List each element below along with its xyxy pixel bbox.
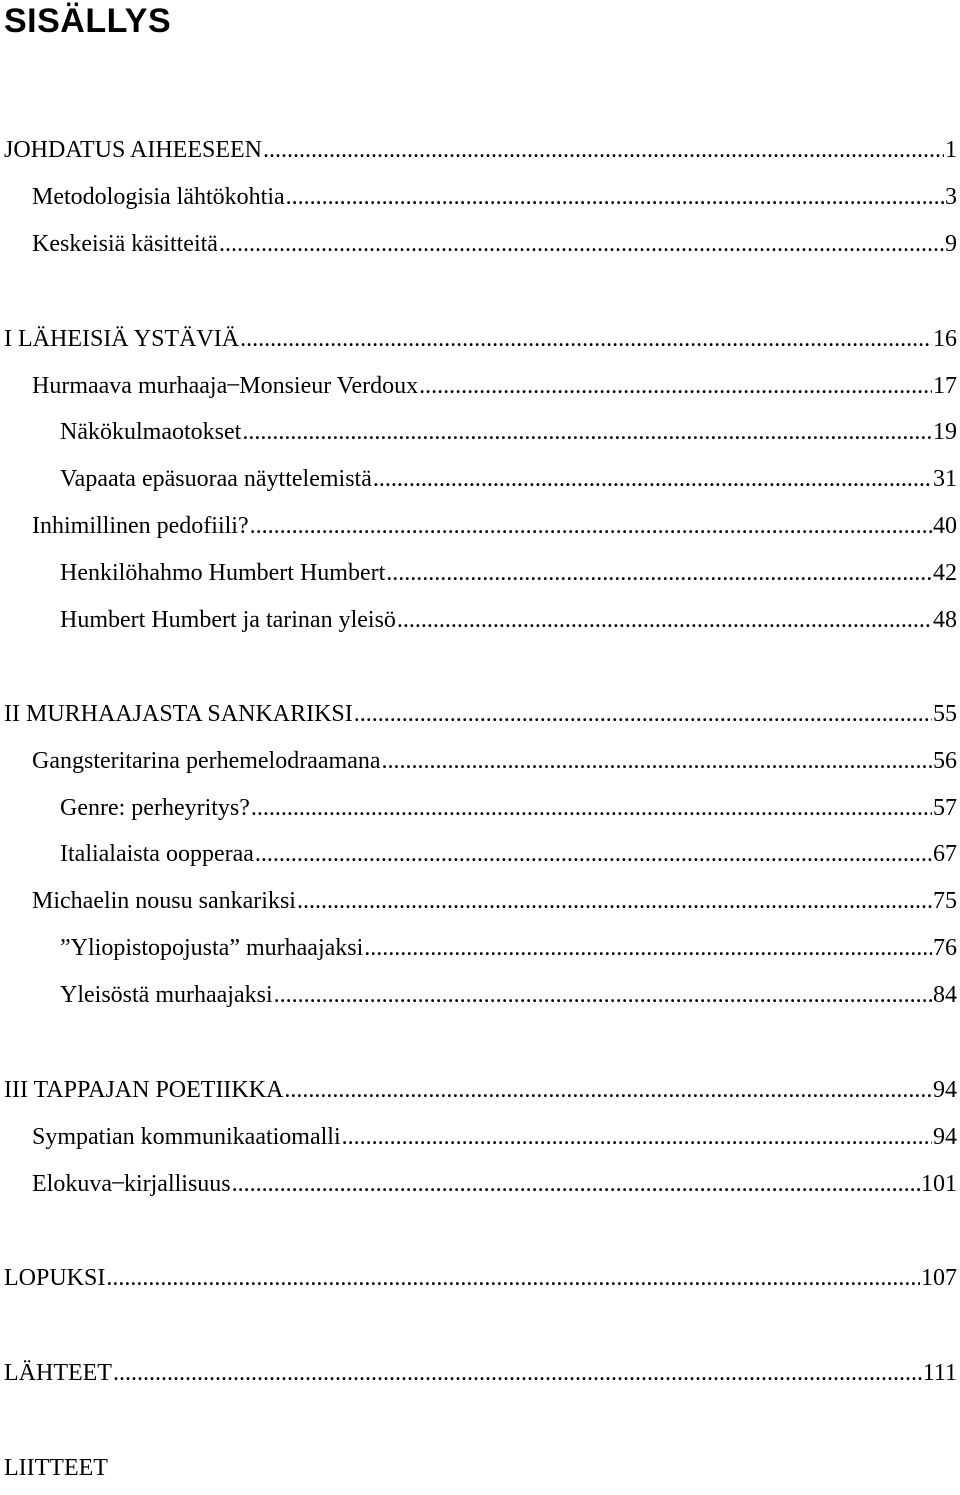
toc-entry-label: Hurmaava murhaaja ̶ Monsieur Verdoux	[32, 373, 419, 399]
toc-entry-yleisosta-murhaajaksi	[60, 979, 957, 1011]
dot-leader	[419, 370, 932, 402]
dot-leader	[373, 463, 932, 495]
toc-entry-label: Gangsteritarina perhemelodraamana	[32, 748, 381, 774]
dot-leader	[354, 698, 932, 730]
toc-entry-page: 17	[933, 373, 957, 399]
toc-entry-metodologisia-lahtokohtia	[32, 181, 957, 213]
toc-entry-label: Sympatian kommunikaatiomalli	[32, 1124, 341, 1150]
dot-leader	[242, 416, 932, 448]
toc-entry-sympatian-kommunikaatiomalli	[32, 1121, 957, 1153]
toc-entry-label: Metodologisia lähtökohtia	[32, 184, 285, 210]
toc-entry-page: 94	[933, 1124, 957, 1150]
toc-entry-page: 31	[933, 466, 957, 492]
toc-entry-page: 94	[933, 1077, 957, 1103]
toc-entry-elokuva-kirjallisuus	[32, 1168, 957, 1200]
toc-entry-lahteet	[4, 1357, 957, 1389]
toc-entry-label: Inhimillinen pedofiili?	[32, 513, 249, 539]
toc-entry-tappajan-poetiikka	[4, 1074, 957, 1106]
toc-entry-page: 40	[933, 513, 957, 539]
toc-entry-murhaajasta-sankariksi	[4, 698, 957, 730]
toc-entry-label: Vapaata epäsuoraa näyttelemistä	[60, 466, 372, 492]
toc-entry-humbert-ja-yleiso	[60, 604, 957, 636]
toc-entry-johdatus-aiheeseen	[4, 134, 957, 166]
toc-entry-label: III TAPPAJAN POETIIKKA	[4, 1077, 284, 1103]
dot-leader	[250, 510, 932, 542]
dot-leader	[284, 1074, 932, 1106]
toc-entry-nakokulmaotokset	[60, 416, 957, 448]
toc-entry-page: 3	[945, 184, 957, 210]
dot-leader	[251, 792, 932, 824]
toc-entry-gangsteritarina	[32, 745, 957, 777]
toc-entry-keskeisia-kasitteita	[32, 228, 957, 260]
toc-entry-label: II MURHAAJASTA SANKARIKSI	[4, 701, 353, 727]
toc-entry-henkilohahmo	[60, 557, 957, 589]
toc-entry-yliopistopojusta	[60, 932, 957, 964]
toc-entry-page: 56	[933, 748, 957, 774]
toc-entry-label: Elokuva ̶ kirjallisuus	[32, 1171, 231, 1197]
dot-leader	[397, 604, 932, 636]
toc-entry-label: I LÄHEISIÄ YSTÄVIÄ	[4, 326, 240, 352]
toc-entry-page: 101	[921, 1171, 957, 1197]
page-title: SISÄLLYS	[4, 2, 172, 40]
toc-entry-label: Michaelin nousu sankariksi	[32, 888, 296, 914]
toc-entry-page: 67	[933, 841, 957, 867]
dot-leader	[382, 745, 933, 777]
toc-entry-page: 76	[933, 935, 957, 961]
toc-entry-label: Italialaista oopperaa	[60, 841, 254, 867]
toc-entry-page: 9	[945, 231, 957, 257]
toc-entry-page: 55	[933, 701, 957, 727]
toc-entry-page: 1	[945, 137, 957, 163]
dot-leader	[240, 323, 932, 355]
toc-entry-label: Genre: perheyritys?	[60, 795, 250, 821]
dot-leader	[286, 181, 944, 213]
toc-entry-page: 42	[933, 560, 957, 586]
toc-entry-inhimillinen-pedofiili	[32, 510, 957, 542]
toc-entry-page: 19	[933, 419, 957, 445]
toc-entry-label: Henkilöhahmo Humbert Humbert	[60, 560, 386, 586]
dot-leader	[297, 885, 932, 917]
toc-entry-page: 111	[922, 1360, 957, 1386]
toc-entry-hurmaava-murhaaja	[32, 370, 957, 402]
dot-leader	[219, 228, 944, 260]
toc-entry-page: 107	[921, 1265, 957, 1291]
toc-entry-michaelin-nousu	[32, 885, 957, 917]
dot-leader	[342, 1121, 932, 1153]
toc-entry-label: ”Yliopistopojusta” murhaajaksi	[60, 935, 364, 961]
dot-leader	[255, 838, 932, 870]
toc-entry-laheisia-ystavia	[4, 323, 957, 355]
toc-entry-label: Keskeisiä käsitteitä	[32, 231, 218, 257]
toc-entry-genre-perheyritys	[60, 792, 957, 824]
dot-leader	[386, 557, 932, 589]
dot-leader	[232, 1168, 920, 1200]
toc-entry-label: LÄHTEET	[4, 1360, 112, 1386]
toc-entry-page: 84	[933, 982, 957, 1008]
toc-entry-lopuksi	[4, 1262, 957, 1294]
toc-entry-italialaista-oopperaa	[60, 838, 957, 870]
toc-entry-vapaata-epasuoraa	[60, 463, 957, 495]
toc-entry-liitteet	[4, 1452, 108, 1484]
toc-entry-label: JOHDATUS AIHEESEEN	[4, 137, 262, 163]
toc-entry-label: LIITTEET	[4, 1455, 108, 1481]
dot-leader	[274, 979, 932, 1011]
toc-entry-label: Humbert Humbert ja tarinan yleisö	[60, 607, 396, 633]
toc-entry-page: 57	[933, 795, 957, 821]
toc-entry-page: 75	[933, 888, 957, 914]
toc-entry-page: 48	[933, 607, 957, 633]
dot-leader	[106, 1262, 920, 1294]
toc-entry-label: LOPUKSI	[4, 1265, 106, 1291]
dot-leader	[364, 932, 932, 964]
dot-leader	[113, 1357, 922, 1389]
toc-entry-label: Yleisöstä murhaajaksi	[60, 982, 273, 1008]
toc-entry-label: Näkökulmaotokset	[60, 419, 242, 445]
dot-leader	[263, 134, 944, 166]
toc-entry-page: 16	[933, 326, 957, 352]
